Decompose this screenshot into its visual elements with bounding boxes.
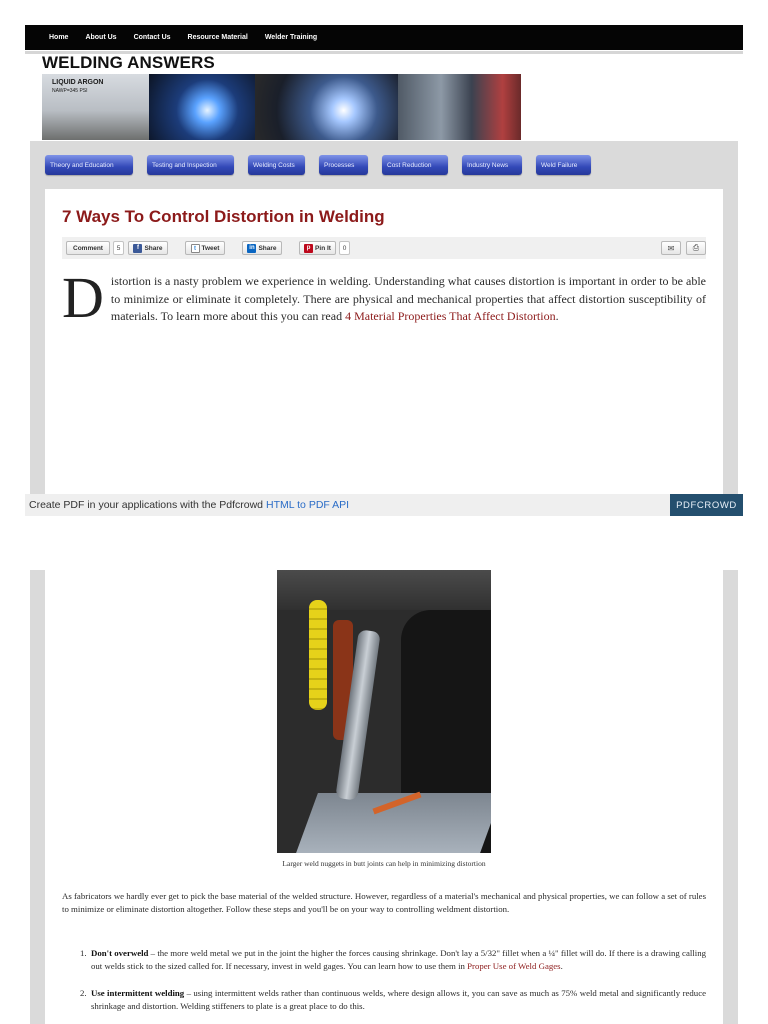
content-wrapper — [30, 141, 738, 494]
email-icon: ✉ — [667, 243, 675, 253]
nav-about-us[interactable]: About Us — [85, 34, 117, 41]
pin-it-button[interactable]: p Pin It — [299, 241, 336, 255]
intro-end: . — [555, 309, 559, 323]
weld-setup-photo — [277, 570, 491, 853]
page-two — [30, 570, 738, 1024]
print-icon: ⎙ — [692, 243, 700, 252]
print-button[interactable] — [686, 241, 706, 255]
nav-home[interactable]: Home — [49, 34, 69, 41]
facebook-icon: f — [133, 244, 142, 253]
pdfcrowd-button[interactable]: PDFCROWD — [670, 494, 743, 516]
top-nav — [25, 25, 743, 50]
tweet-button[interactable]: t Tweet — [185, 241, 225, 255]
html-to-pdf-link[interactable]: HTML to PDF API — [266, 499, 350, 511]
category-theory-and-education[interactable]: Theory and Education — [45, 155, 133, 175]
dropcap: D — [62, 265, 104, 330]
material-properties-link[interactable]: 4 Material Properties That Affect Distortion — [345, 309, 556, 323]
intro-text: istortion is a nasty problem we experience in welding. Understanding what causes distortion is important in order to be able to minimize or eliminate it completely. There are physical and mechanical properties that affect distortion susceptibility of materials. To learn more about this you can read — [110, 274, 706, 323]
pinterest-icon: p — [304, 244, 313, 253]
twitter-icon: t — [191, 244, 200, 253]
category-weld-failure[interactable]: Weld Failure — [536, 155, 591, 175]
weld-gages-link[interactable]: Proper Use of Weld Gages — [467, 961, 561, 971]
pin-count: 0 — [339, 241, 350, 255]
category-industry-news[interactable]: Industry News — [462, 155, 522, 175]
category-bar — [45, 155, 591, 175]
site-title[interactable]: WELDING ANSWERS — [42, 53, 215, 72]
nav-welder-training[interactable]: Welder Training — [264, 34, 318, 41]
banner-photo-welder-gear — [398, 74, 521, 140]
nav-resource-material[interactable]: Resource Material — [187, 34, 248, 41]
email-button[interactable] — [661, 241, 681, 255]
pdfcrowd-bar — [25, 494, 743, 516]
post-title[interactable]: 7 Ways To Control Distortion in Welding — [62, 207, 385, 226]
category-welding-costs[interactable]: Welding Costs — [248, 155, 305, 175]
category-processes[interactable]: Processes — [319, 155, 368, 175]
banner-photo-welding-arc — [149, 74, 255, 140]
category-cost-reduction[interactable]: Cost Reduction — [382, 155, 448, 175]
distortion-steps-list — [80, 947, 707, 1024]
article-card-continued — [45, 570, 723, 1024]
comment-button[interactable]: Comment — [66, 241, 110, 255]
pdfcrowd-text: Create PDF in your applications with the Pdfcrowd — [29, 499, 264, 511]
facebook-share-button[interactable]: f Share — [128, 241, 168, 255]
linkedin-icon: in — [249, 244, 255, 251]
header-banner[interactable] — [42, 74, 521, 140]
nav-contact-us[interactable]: Contact Us — [133, 34, 171, 41]
banner-photo-welder-at-work — [255, 74, 398, 140]
list-item: 2. Use intermittent welding – using intermittent welds rather than continuous welds, where design allows it, you can save as much as 75% weld metal and significantly reduce shrinkage and distortion. Welding stiffeners to plate is a great place to do this. — [80, 988, 707, 1011]
fabricators-paragraph: As fabricators we hardly ever get to pick the base material of the welded structure. However, regardless of a material's mechanical and physical properties, we can follow a set of rules to minimize or eliminate distortion altogether. Follow these steps and you'll be on your way to controlling weldment distortion. — [62, 891, 706, 914]
post-intro — [62, 265, 706, 330]
category-testing-and-inspection[interactable]: Testing and Inspection — [147, 155, 234, 175]
list-item: 1. Don't overweld – the more weld metal we put in the joint the higher the forces causing shrinkage. Don't lay a 5/32" fillet when a ¼" fillet will do. If there is a drawing calling out welds stick to the sized called for. If necessary, invest in weld gages. You can learn how to use them in Proper Use of Weld Gages. — [80, 948, 706, 971]
comment-count: 5 — [113, 241, 124, 255]
linkedin-share-button[interactable]: in Share — [242, 241, 282, 255]
photo-caption: Larger weld nuggets in butt joints can help in minimizing distortion — [282, 859, 486, 868]
article-card — [45, 189, 723, 494]
banner-photo-argon-tank — [42, 74, 149, 140]
share-bar-right — [661, 241, 706, 255]
share-bar — [62, 237, 706, 259]
banner-tank-label: LIQUID ARGON NAWP=345 PSI — [52, 79, 104, 94]
